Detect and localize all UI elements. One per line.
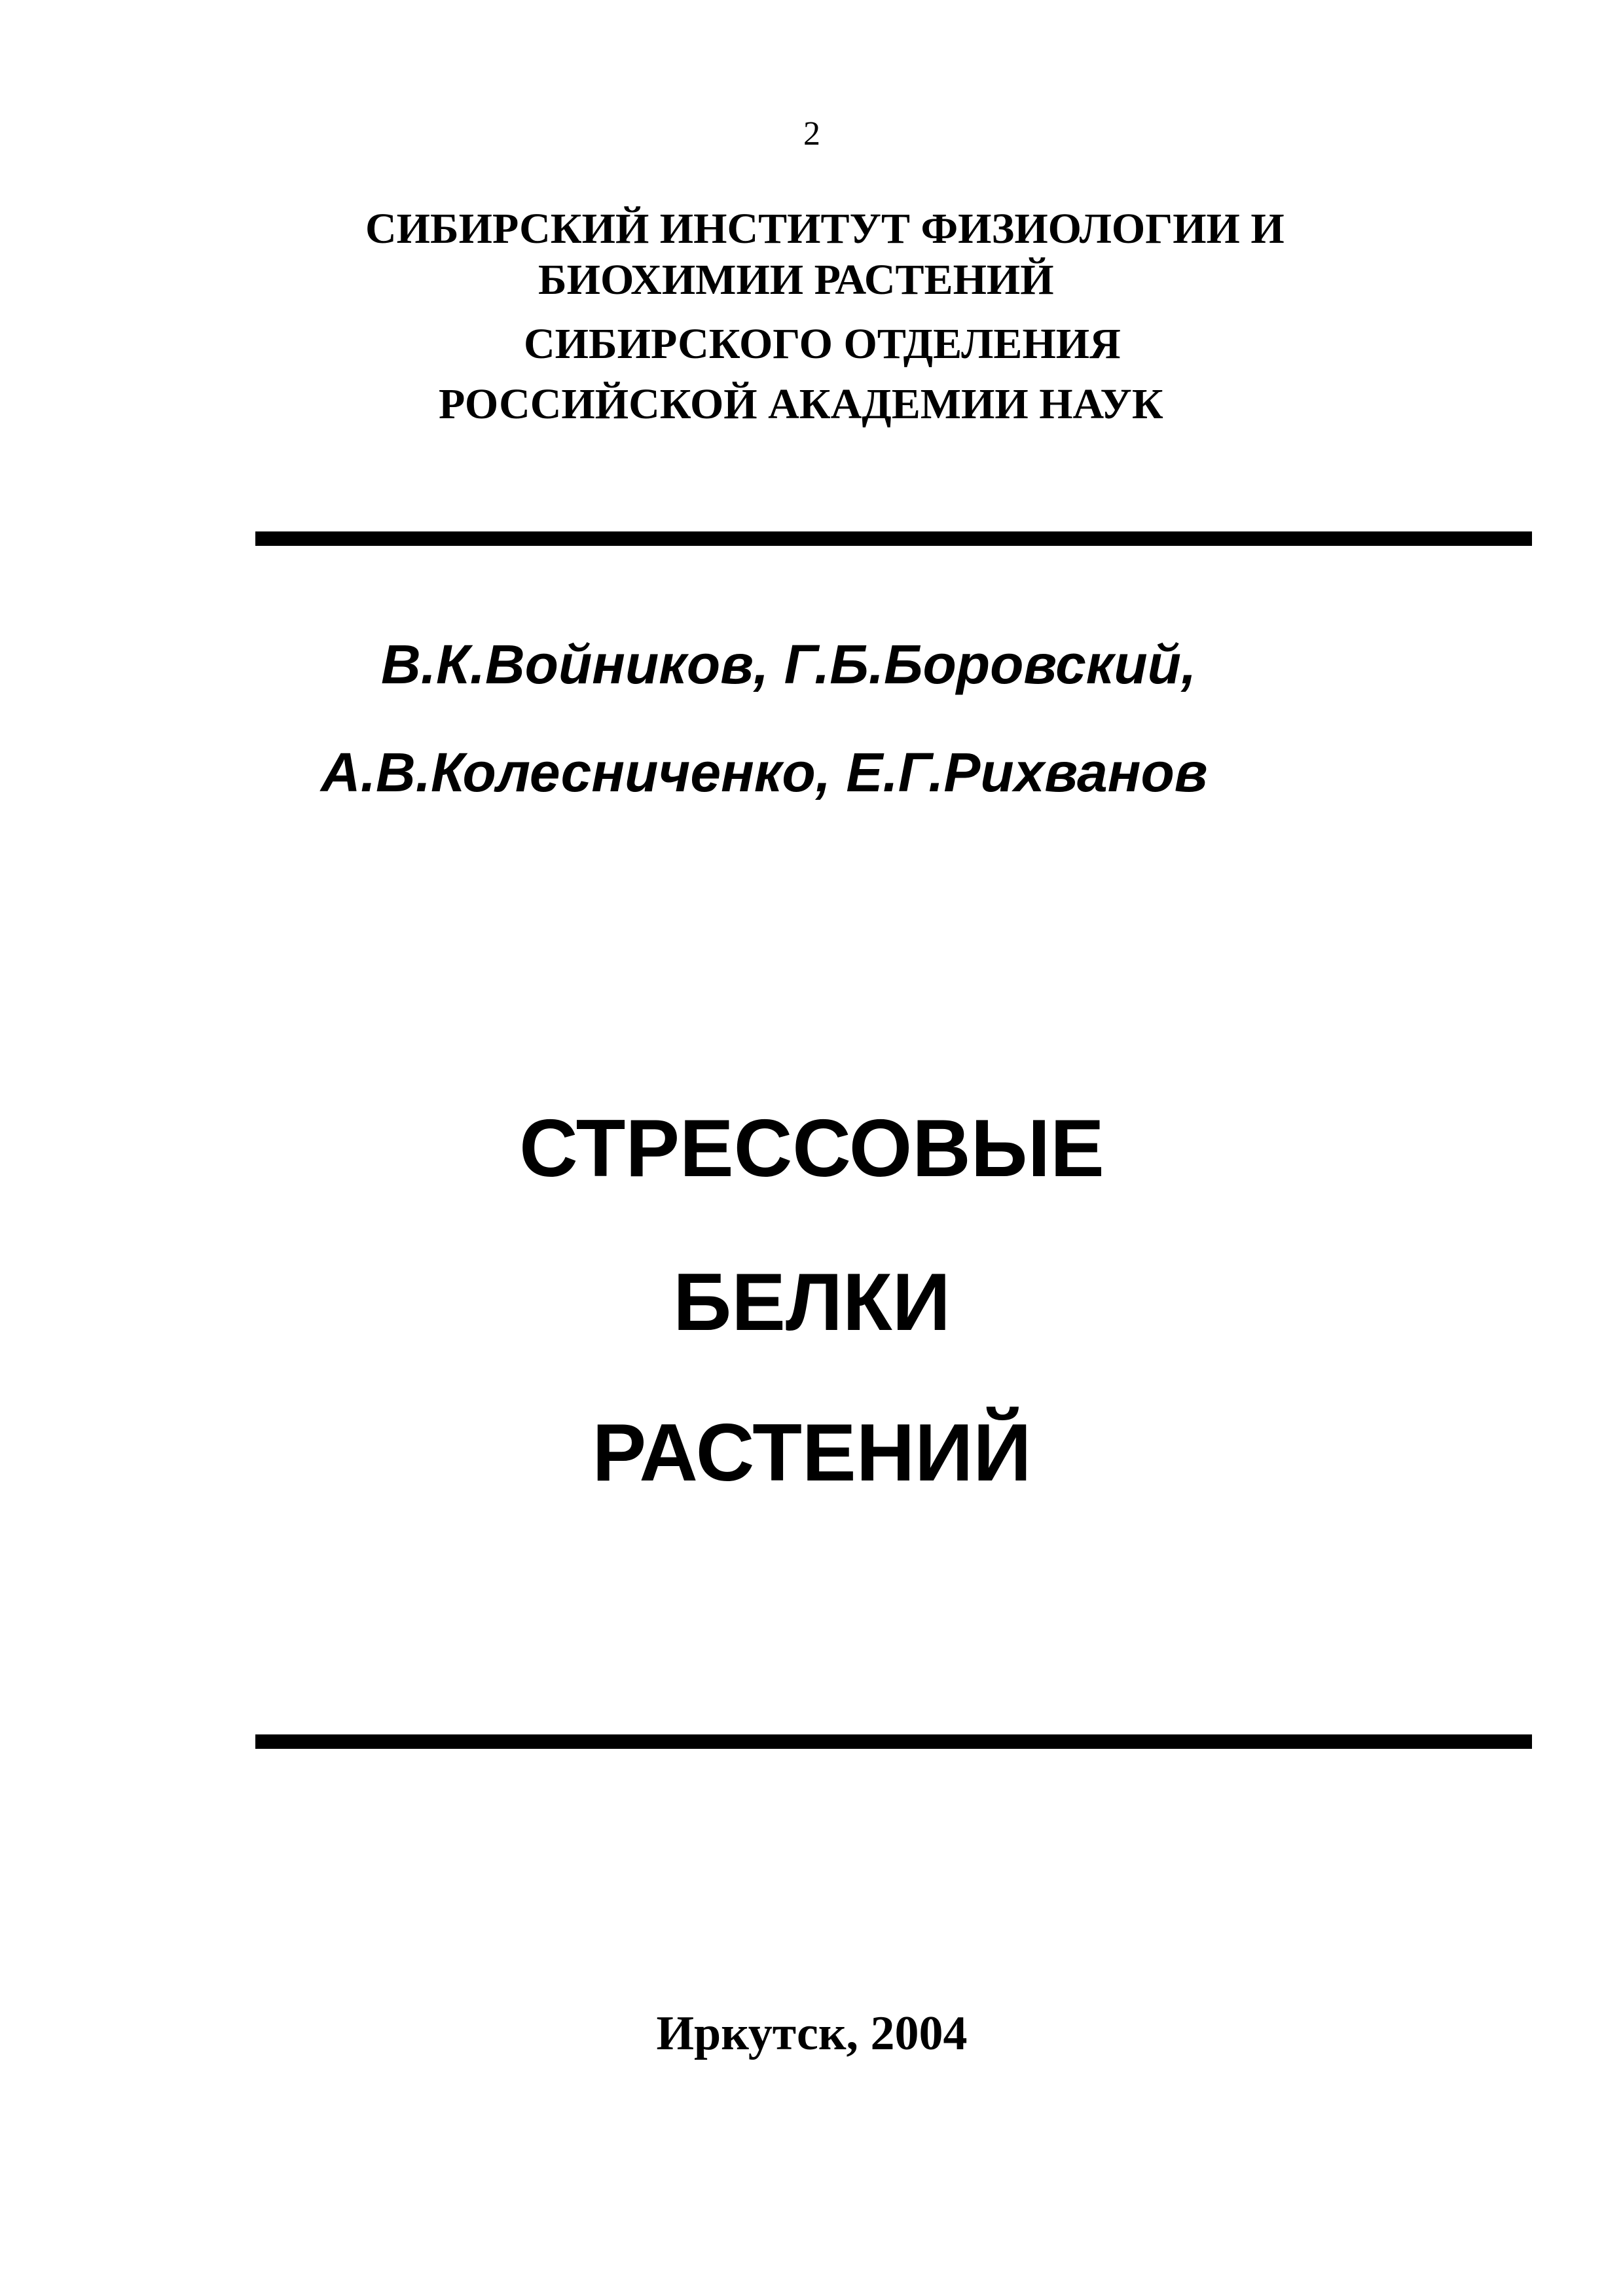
authors-line: А.В.Колесниченко, Е.Г.Рихванов — [321, 742, 1208, 803]
title-line: СТРЕССОВЫЕ — [519, 1103, 1104, 1194]
institution-line: БИОХИМИИ РАСТЕНИЙ — [538, 256, 1054, 304]
institution-line: СИБИРСКИЙ ИНСТИТУТ ФИЗИОЛОГИИ И — [365, 205, 1285, 253]
title-line: РАСТЕНИЙ — [592, 1408, 1032, 1498]
top-divider — [255, 531, 1532, 546]
authors-line: В.К.Войников, Г.Б.Боровский, — [381, 634, 1197, 695]
title-line: БЕЛКИ — [673, 1257, 951, 1348]
institution-line: СИБИРСКОГО ОТДЕЛЕНИЯ — [524, 320, 1121, 368]
bottom-divider — [255, 1734, 1532, 1749]
imprint-city-year: Иркутск, 2004 — [656, 2007, 968, 2060]
institution-line: РОССИЙСКОЙ АКАДЕМИИ НАУК — [439, 380, 1163, 428]
page-number: 2 — [803, 115, 820, 152]
